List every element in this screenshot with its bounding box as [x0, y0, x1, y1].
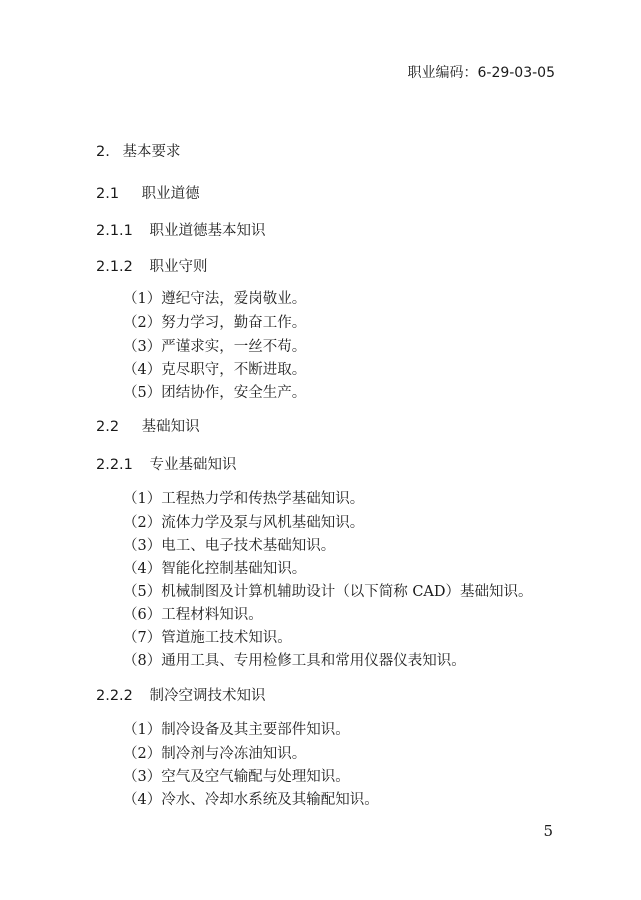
list-item: （2）制冷剂与冷冻油知识。 — [123, 746, 307, 762]
section-title: 职业道德 — [141, 186, 200, 202]
section-number: 2.1 — [96, 186, 120, 202]
list-item: （3）电工、电子技术基础知识。 — [123, 538, 336, 554]
list-item: （5）机械制图及计算机辅助设计（以下简称 CAD）基础知识。 — [123, 584, 533, 600]
list-item: （4）克尽职守，不断进取。 — [123, 362, 307, 378]
list-item: （6）工程材料知识。 — [123, 607, 263, 623]
page-number: 5 — [543, 822, 553, 840]
list-item: （5）团结协作，安全生产。 — [123, 385, 307, 401]
section-number: 2.1.1 — [96, 223, 133, 239]
list-item: （8）通用工具、专用检修工具和常用仪器仪表知识。 — [123, 653, 466, 669]
section-title: 专业基础知识 — [149, 457, 237, 473]
list-item: （1）遵纪守法，爱岗敬业。 — [123, 291, 307, 307]
list-item: （7）管道施工技术知识。 — [123, 630, 292, 646]
section-heading-2-1-2 — [96, 255, 208, 276]
section-title: 基本要求 — [122, 144, 181, 160]
section-number: 2.2.2 — [96, 688, 133, 704]
section-heading-2-2-1 — [96, 453, 237, 474]
section-title: 职业道德基本知识 — [149, 223, 266, 239]
section-title: 职业守则 — [149, 259, 208, 275]
section-heading-2-1-1 — [96, 219, 266, 240]
section-number: 2.1.2 — [96, 259, 133, 275]
section-heading-2-2-2 — [96, 684, 266, 705]
section-number: 2. — [96, 144, 110, 160]
section-title: 制冷空调技术知识 — [149, 688, 266, 704]
section-heading-2-1 — [96, 182, 200, 203]
section-title: 基础知识 — [141, 419, 200, 435]
list-item: （3）空气及空气输配与处理知识。 — [123, 769, 350, 785]
occupation-code: 职业编码：6-29-03-05 — [407, 65, 555, 81]
list-item: （1）制冷设备及其主要部件知识。 — [123, 722, 350, 738]
section-heading-2 — [96, 140, 180, 161]
list-item: （4）冷水、冷却水系统及其输配知识。 — [123, 792, 379, 808]
list-item: （3）严谨求实，一丝不苟。 — [123, 339, 307, 355]
section-number: 2.2.1 — [96, 457, 133, 473]
list-item: （2）流体力学及泵与风机基础知识。 — [123, 515, 365, 531]
list-item: （4）智能化控制基础知识。 — [123, 561, 307, 577]
section-heading-2-2 — [96, 415, 200, 436]
list-item: （2）努力学习，勤奋工作。 — [123, 315, 307, 331]
list-item: （1）工程热力学和传热学基础知识。 — [123, 491, 365, 507]
section-number: 2.2 — [96, 419, 120, 435]
